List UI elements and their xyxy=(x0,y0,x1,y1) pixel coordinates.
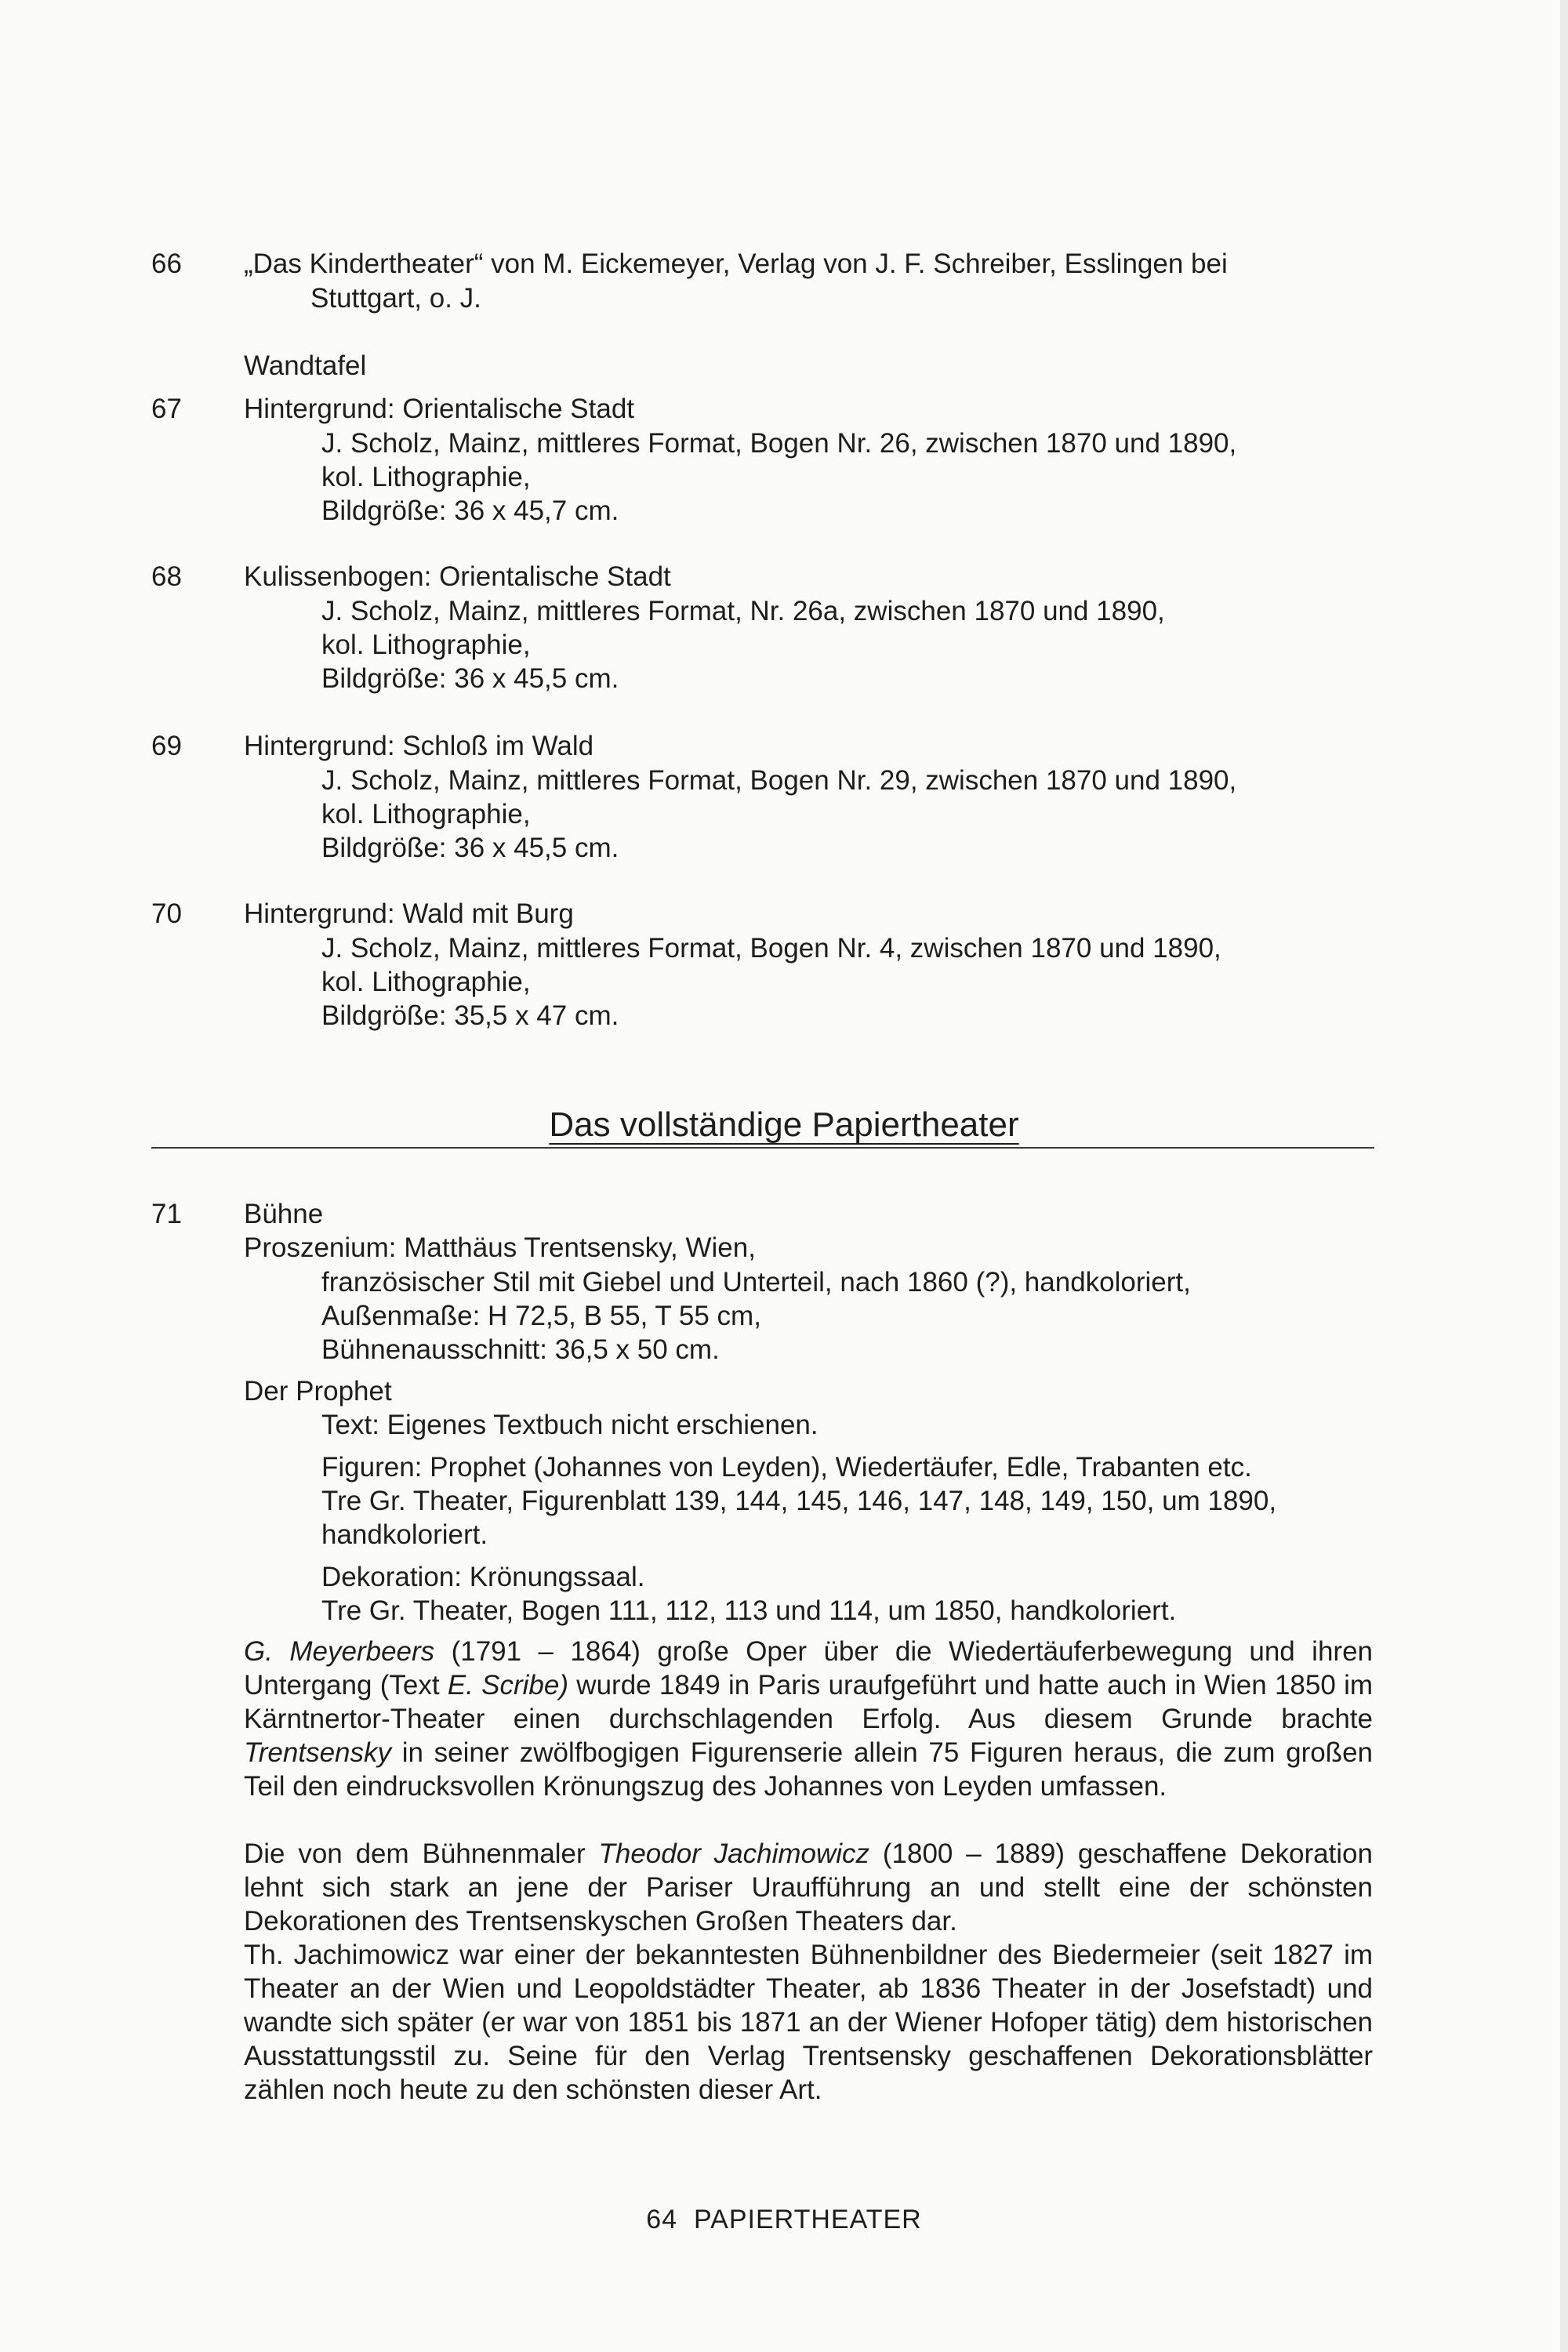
paragraph-text: wurde 1849 in Paris uraufgeführt und hatte auch in Wien 1850 im Kärntnertor-Theater einen durchschlagenden Erfolg. Aus diesem Grunde brachte xyxy=(244,1670,1374,1734)
entry-number: 70 xyxy=(151,898,182,929)
entry-detail: J. Scholz, Mainz, mittleres Format, Nr. 26a, zwischen 1870 und 1890, xyxy=(321,596,1165,626)
text-info: Text: Eigenes Textbuch nicht erschienen. xyxy=(321,1410,818,1440)
italic-name: Trentsensky xyxy=(244,1737,392,1768)
entry-detail: kol. Lithographie, xyxy=(321,630,531,660)
figures-detail: Figuren: Prophet (Johannes von Leyden), Wiedertäufer, Edle, Trabanten etc. xyxy=(321,1452,1252,1483)
entry-detail: kol. Lithographie, xyxy=(321,799,531,829)
entry-detail: J. Scholz, Mainz, mittleres Format, Bogen Nr. 26, zwischen 1870 und 1890, xyxy=(321,428,1237,459)
entry-title: „Das Kindertheater“ von M. Eickemeyer, Verlag von J. F. Schreiber, Esslingen bei xyxy=(244,249,1228,279)
section-rule xyxy=(151,1147,1374,1149)
entry-number: 68 xyxy=(151,561,182,592)
paragraph-text: (1791 – 1864) große Oper über die Wiedertäuferbewegung und ihren Untergang (Text xyxy=(244,1636,1374,1700)
entry-detail: Bildgröße: 36 x 45,7 cm. xyxy=(321,495,619,526)
entry-number: 67 xyxy=(151,394,182,424)
proscenium-detail: Bühnenausschnitt: 36,5 x 50 cm. xyxy=(321,1334,720,1365)
italic-name: E. Scribe) xyxy=(447,1670,569,1700)
proscenium-detail: Außenmaße: H 72,5, B 55, T 55 cm, xyxy=(321,1301,761,1331)
decoration-detail: Tre Gr. Theater, Bogen 111, 112, 113 und 114, um 1850, handkoloriert. xyxy=(321,1595,1177,1626)
entry-title: Kulissenbogen: Orientalische Stadt xyxy=(244,561,671,592)
commentary-paragraph xyxy=(244,1837,1373,1938)
figures-detail: Tre Gr. Theater, Figurenblatt 139, 144, 145, 146, 147, 148, 149, 150, um 1890, xyxy=(321,1486,1277,1516)
group-label: Wandtafel xyxy=(244,350,367,381)
commentary-paragraph xyxy=(244,1635,1373,1803)
running-title: PAPIERTHEATER xyxy=(694,2205,922,2234)
paragraph-text: Die von dem Bühnenmaler xyxy=(244,1838,599,1869)
paragraph-text: in seiner zwölfbogigen Figurenserie allein 75 Figuren heraus, die zum großen Teil den eindrucksvollen Krönungszug des Johannes von Leyden umfassen. xyxy=(244,1737,1373,1802)
page-number: 64 xyxy=(646,2205,678,2234)
section-heading xyxy=(0,1104,1568,1146)
italic-name: Theodor Jachimowicz xyxy=(598,1838,870,1869)
entry-detail: Bildgröße: 36 x 45,5 cm. xyxy=(321,833,619,863)
proscenium-line: Proszenium: Matthäus Trentsensky, Wien, xyxy=(244,1232,756,1263)
commentary-paragraph: Th. Jachimowicz war einer der bekanntesten Bühnenbildner des Biedermeier (seit 1827 im Theater an der Wien und Leopoldstädter Theater, ab 1836 Theater in der Josefstadt) und wandte sich später (er war von 1851 bis 1871 an der Wiener Hofoper tätig) dem historischen Ausstattungsstil zu. Seine für den Verlag Trentsensky geschaffenen Dekorationsblätter zählen noch heute zu den schönsten dieser Art. xyxy=(244,1940,1373,2105)
entry-detail: J. Scholz, Mainz, mittleres Format, Bogen Nr. 29, zwischen 1870 und 1890, xyxy=(321,765,1237,796)
page-footer xyxy=(0,2203,1568,2236)
entry-detail: kol. Lithographie, xyxy=(321,967,531,997)
decoration-detail: Dekoration: Krönungssaal. xyxy=(321,1562,645,1592)
paragraph-text: (1800 – 1889) geschaffene Dekoration lehnt sich stark an jene der Pariser Uraufführung an und stellt eine der schönsten Dekorationen des Trentsenskyschen Großen Theaters dar. xyxy=(244,1838,1373,1936)
figures-detail: handkoloriert. xyxy=(321,1519,488,1550)
page-edge xyxy=(1560,0,1568,2352)
italic-name: G. Meyerbeers xyxy=(244,1636,435,1667)
section-heading-text: Das vollständige Papiertheater xyxy=(549,1105,1019,1144)
entry-number: 66 xyxy=(151,249,182,279)
play-title: Der Prophet xyxy=(244,1376,392,1406)
entry-detail: kol. Lithographie, xyxy=(321,462,531,492)
entry-detail: Bildgröße: 35,5 x 47 cm. xyxy=(321,1000,619,1031)
entry-number: 71 xyxy=(151,1199,182,1229)
entry-detail: Bildgröße: 36 x 45,5 cm. xyxy=(321,663,619,694)
entry-title: Bühne xyxy=(244,1199,324,1229)
entry-title-continued: Stuttgart, o. J. xyxy=(310,283,481,314)
proscenium-detail: französischer Stil mit Giebel und Unterteil, nach 1860 (?), handkoloriert, xyxy=(321,1267,1191,1298)
entry-number: 69 xyxy=(151,731,182,761)
entry-title: Hintergrund: Schloß im Wald xyxy=(244,731,594,761)
entry-title: Hintergrund: Orientalische Stadt xyxy=(244,394,635,424)
entry-title: Hintergrund: Wald mit Burg xyxy=(244,898,574,929)
entry-detail: J. Scholz, Mainz, mittleres Format, Bogen Nr. 4, zwischen 1870 und 1890, xyxy=(321,933,1221,964)
